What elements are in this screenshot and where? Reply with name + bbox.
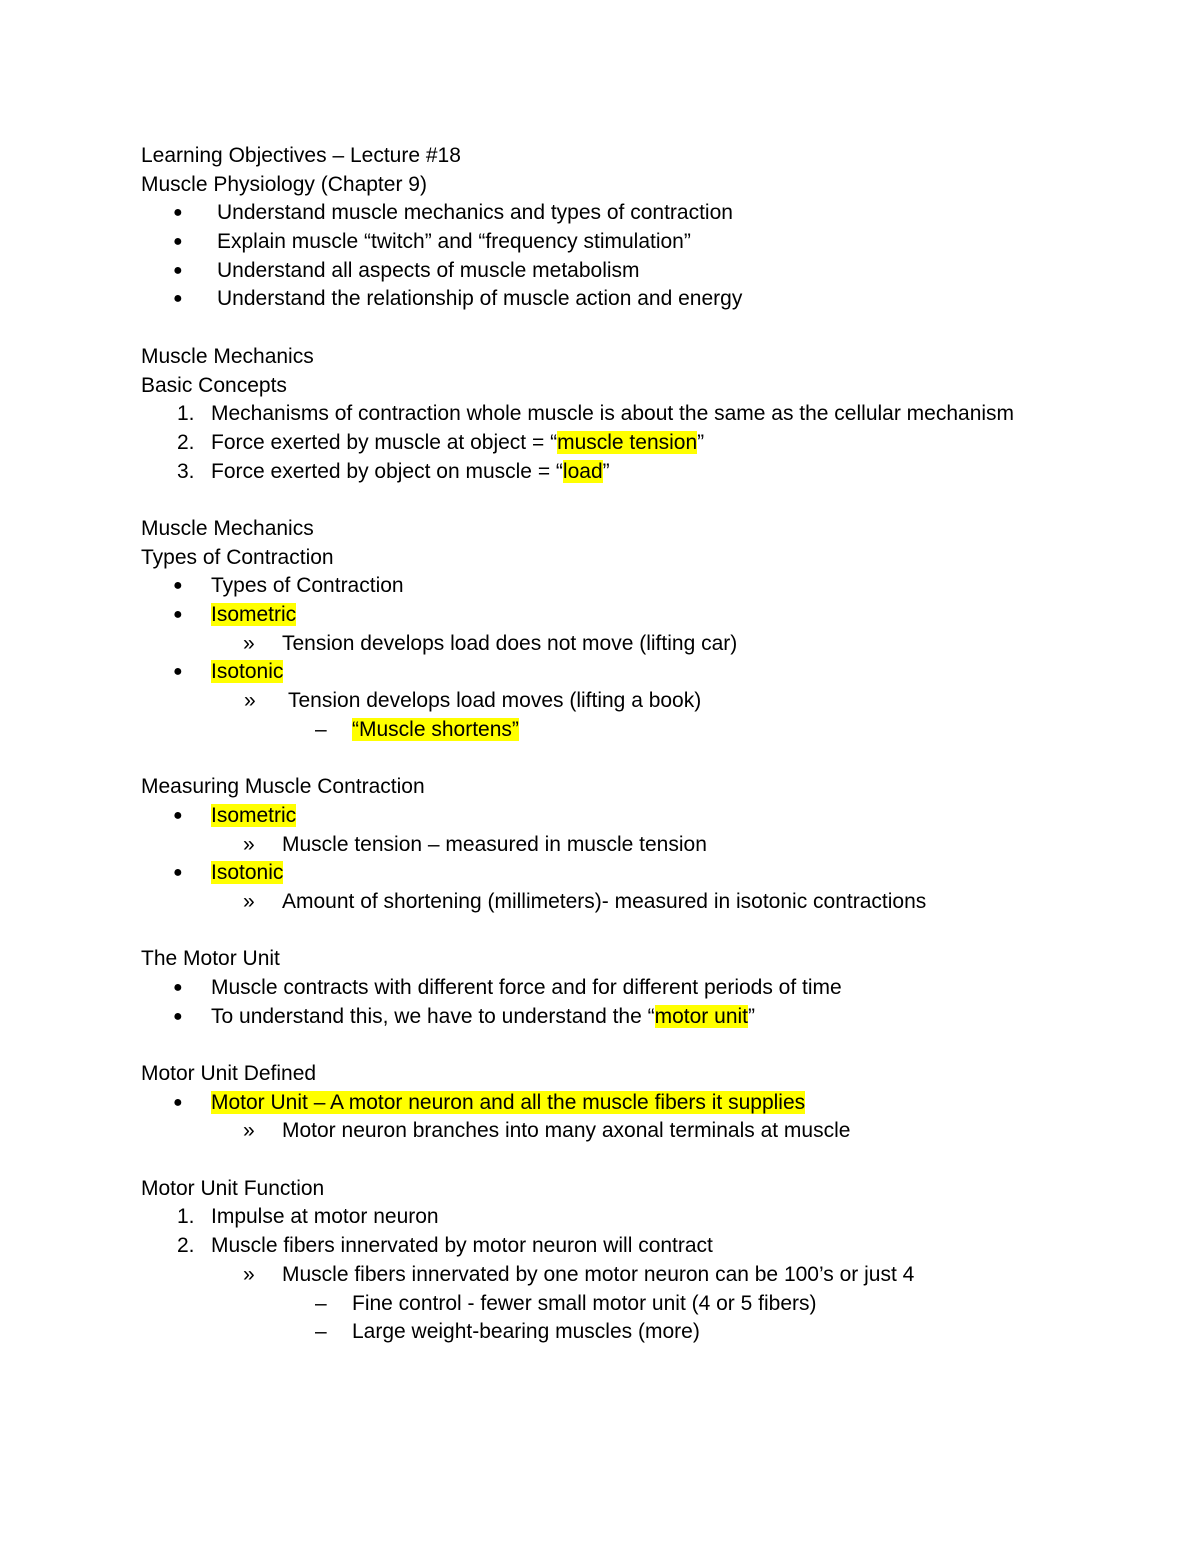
section-heading: The Motor Unit: [141, 947, 280, 971]
item-number: 2.: [177, 1234, 195, 1258]
bullet-icon: ●: [173, 1007, 183, 1025]
bullet-icon: ●: [173, 806, 183, 824]
list-item-text: Force exerted by object on muscle = “: [211, 459, 563, 483]
list-item: [141, 601, 1141, 630]
list-item-text: Mechanisms of contraction whole muscle is about the same as the cellular mechanism: [211, 402, 1015, 426]
list-item: [141, 199, 1141, 228]
sub-list-item: [141, 1261, 1141, 1290]
section-heading: Measuring Muscle Contraction: [141, 775, 425, 799]
list-item: [141, 802, 1141, 831]
double-chevron-icon: »: [244, 689, 256, 713]
double-chevron-icon: »: [243, 832, 255, 856]
sub-list-item: [141, 1117, 1141, 1146]
list-item-text: Tension develops load moves (lifting a book): [288, 689, 702, 713]
list-item-text: Force exerted by muscle at object = “: [211, 430, 558, 454]
list-item-text: Amount of shortening (millimeters)- measured in isotonic contractions: [282, 889, 927, 913]
bullet-icon: ●: [173, 290, 183, 308]
list-item-text: ”: [697, 430, 705, 454]
list-item-text: To understand this, we have to understand the “: [211, 1004, 655, 1028]
list-item: [141, 257, 1141, 286]
item-number: 1.: [177, 1205, 195, 1229]
list-item-text: Understand all aspects of muscle metabolism: [217, 258, 640, 282]
highlighted-term: motor unit: [654, 1004, 748, 1028]
list-item-text: Motor neuron branches into many axonal terminals at muscle: [282, 1119, 851, 1143]
list-item: [141, 1003, 1141, 1032]
document-body: [141, 142, 1141, 1347]
dash-icon: –: [315, 1291, 327, 1315]
sub-sub-list-item: [141, 1290, 1141, 1319]
list-item-text: Muscle fibers innervated by one motor neuron can be 100’s or just 4: [282, 1262, 915, 1286]
bullet-icon: ●: [173, 204, 183, 222]
spacer: [141, 314, 1141, 343]
highlighted-term: load: [562, 459, 603, 483]
spacer: [141, 917, 1141, 946]
page-subtitle: Muscle Physiology (Chapter 9): [141, 172, 427, 196]
spacer: [141, 1146, 1141, 1175]
list-item: [141, 1089, 1141, 1118]
sub-sub-list-item: [141, 1318, 1141, 1347]
spacer: [141, 1031, 1141, 1060]
list-item: [141, 974, 1141, 1003]
section-subheading: Types of Contraction: [141, 545, 334, 569]
bullet-icon: ●: [173, 978, 183, 996]
list-item: [141, 658, 1141, 687]
sub-list-item: [141, 831, 1141, 860]
list-item-text: Impulse at motor neuron: [211, 1205, 439, 1229]
list-item-text: Muscle contracts with different force and for different periods of time: [211, 975, 842, 999]
list-item: [141, 859, 1141, 888]
list-item: [141, 228, 1141, 257]
list-item-text: Fine control - fewer small motor unit (4 or 5 fibers): [352, 1291, 817, 1315]
list-item-text: Types of Contraction: [211, 574, 404, 598]
numbered-item: [141, 429, 1141, 458]
list-item-text: Muscle tension – measured in muscle tension: [282, 832, 707, 856]
sub-list-item: [141, 687, 1141, 716]
section-heading: Motor Unit Function: [141, 1176, 325, 1200]
list-item-text: Understand muscle mechanics and types of contraction: [217, 201, 733, 225]
bullet-icon: ●: [173, 1093, 183, 1111]
item-number: 1.: [177, 402, 195, 426]
list-item-text: Large weight-bearing muscles (more): [352, 1320, 700, 1344]
sub-list-item: [141, 888, 1141, 917]
highlighted-term: Isometric: [211, 603, 297, 626]
section-heading: Muscle Mechanics: [141, 344, 314, 368]
numbered-item: [141, 1232, 1141, 1261]
highlighted-term: “Muscle shortens”: [352, 717, 519, 741]
item-number: 2.: [177, 430, 195, 454]
highlighted-term: Isometric: [211, 803, 297, 827]
double-chevron-icon: »: [243, 1262, 255, 1286]
sub-list-item: [141, 630, 1141, 659]
list-item-text: Explain muscle “twitch” and “frequency stimulation”: [217, 230, 691, 254]
spacer: [141, 744, 1141, 773]
list-item-text: ”: [748, 1004, 755, 1028]
bullet-icon: ●: [173, 261, 183, 279]
bullet-icon: ●: [173, 606, 183, 623]
sub-sub-list-item: [141, 716, 1141, 745]
highlighted-term: muscle tension: [557, 430, 698, 454]
section-subheading: Basic Concepts: [141, 373, 287, 397]
highlighted-term: Motor Unit – A motor neuron and all the muscle fibers it supplies: [211, 1090, 806, 1114]
spacer: [141, 486, 1141, 515]
section-heading: Muscle Mechanics: [141, 516, 314, 540]
double-chevron-icon: »: [243, 1119, 255, 1143]
bullet-icon: ●: [173, 864, 183, 882]
highlighted-term: Isotonic: [211, 660, 284, 684]
item-number: 3.: [177, 459, 195, 483]
list-item-text: Muscle fibers innervated by motor neuron will contract: [211, 1234, 713, 1258]
list-item-text: Tension develops load does not move (lifting car): [282, 631, 738, 655]
list-item-text: ”: [602, 459, 610, 483]
bullet-icon: ●: [173, 233, 183, 251]
section-heading: Motor Unit Defined: [141, 1062, 317, 1085]
list-item: [141, 572, 1141, 601]
numbered-item: [141, 458, 1141, 487]
double-chevron-icon: »: [243, 889, 255, 913]
list-item: [141, 285, 1141, 314]
double-chevron-icon: »: [243, 631, 255, 655]
dash-icon: –: [315, 717, 327, 741]
bullet-icon: ●: [173, 577, 183, 595]
highlighted-term: Isotonic: [211, 861, 284, 885]
dash-icon: –: [315, 1320, 327, 1344]
list-item-text: Understand the relationship of muscle action and energy: [217, 287, 743, 311]
bullet-icon: ●: [173, 663, 183, 681]
page-title: Learning Objectives – Lecture #18: [141, 144, 461, 167]
numbered-item: [141, 400, 1141, 429]
numbered-item: [141, 1203, 1141, 1232]
